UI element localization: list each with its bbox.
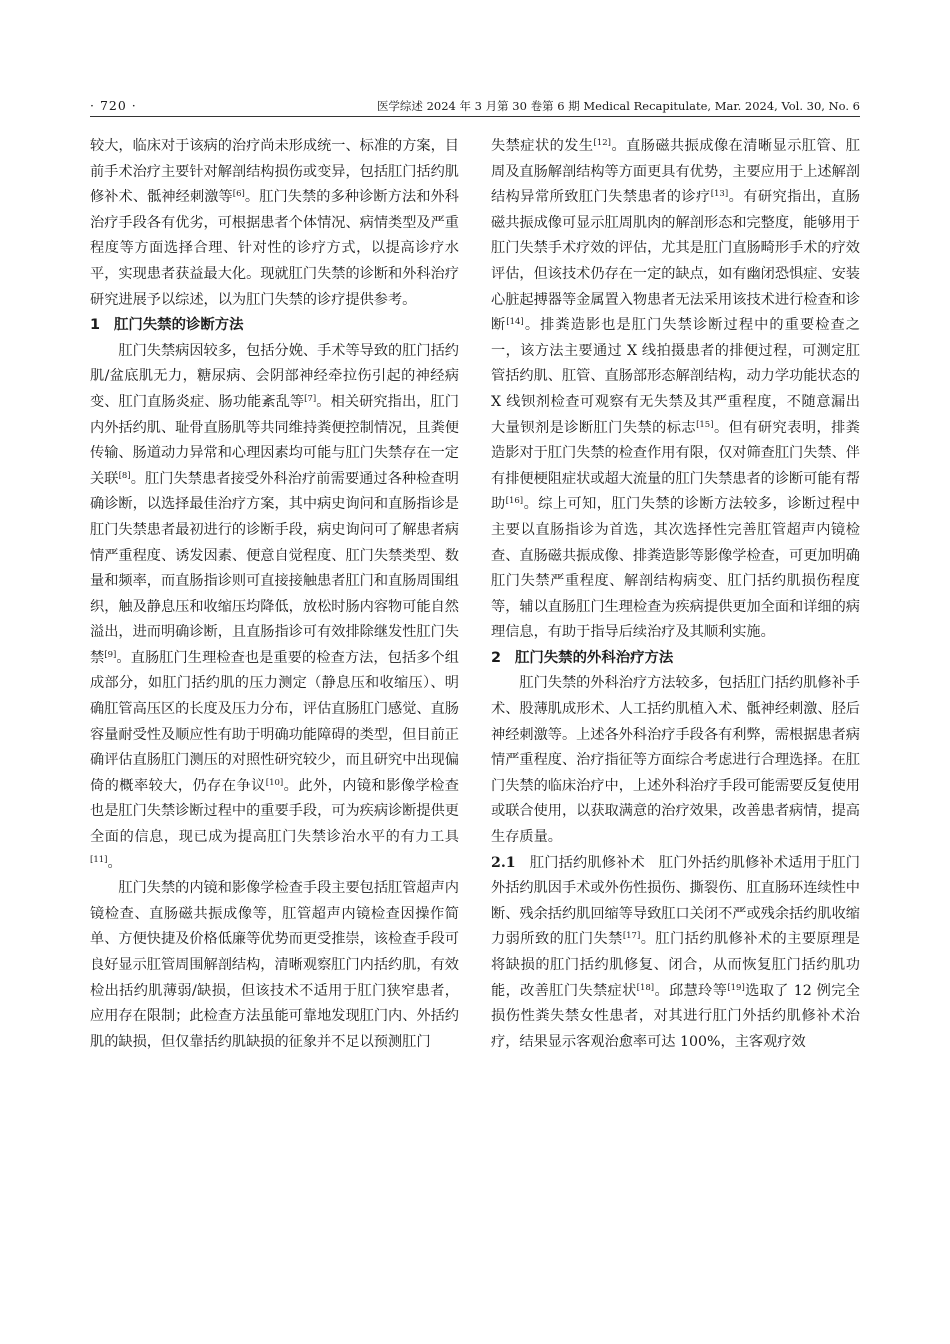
text-run: 较大，临床对于该病的治疗尚未形成统一、标准的方案，目前手术治疗主要针对解剖结构损伤或变异，包括肛门括约肌修补术、骶神经刺激等 <box>90 138 459 206</box>
section-heading-2 <box>491 646 860 672</box>
text-run: 肛门失禁的内镜和影像学检查手段主要包括肛管超声内镜检查、直肠磁共振成像等，肛管超声内镜检查因操作简单、方便快捷及价格低廉等优势而更受推崇，该检查手段可良好显示肛管周围解剖结构，清晰观察肛门内括约肌，有效检出括约肌薄弱/缺损，但该技术不适用于肛门狭窄患者，应用存在限制；此检查方法虽能可靠地发现肛门内、外括约肌的缺损，但仅靠括约肌缺损的征象并不足以预测肛门 <box>90 880 459 1050</box>
text-run: 。肛门失禁患者接受外科治疗前需要通过各种检查明确诊断，以选择最佳治疗方案，其中病史询问和直肠指诊是肛门失禁患者最初进行的诊断手段，病史询问可了解患者病情严重程度、诱发因素、便意自觉程度、肛门失禁类型、数量和频率，而直肠指诊则可直接接触患者肛门和直肠周围组织，触及静息压和收缩压均降低，放松时肠内容物可能自然溢出，进而明确诊断，且直肠指诊可有效排除继发性肛门失禁 <box>90 470 459 666</box>
citation-ref: [14] <box>506 317 524 328</box>
citation-ref: [11] <box>90 854 108 865</box>
subsection-number: 2.1 <box>491 854 516 871</box>
left-column <box>90 134 459 1055</box>
text-run: 。 <box>107 854 122 871</box>
page-number: · 720 · <box>90 98 137 113</box>
citation-ref: [15] <box>696 419 714 430</box>
citation-ref: [18] <box>636 982 655 993</box>
citation-ref: [6] <box>232 189 245 200</box>
section-heading-1 <box>90 313 459 339</box>
text-run: 。邱慧玲等 <box>654 982 728 999</box>
text-run: 。有研究指出，直肠磁共振成像可显示肛周肌肉的解剖形态和完整度，能够用于肛门失禁手术疗效的评估，尤其是肛门直肠畸形手术的疗效评估，但该技术仍存在一定的缺点，如有幽闭恐惧症、安装心脏起搏器等金属置入物患者无法采用该技术进行检查和诊断 <box>491 189 860 334</box>
section-title: 肛门失禁的诊断方法 <box>114 317 244 334</box>
section-number: 2 <box>491 649 502 666</box>
subsection-heading-2-1 <box>491 855 659 871</box>
text-run: 。直肠肛门生理检查也是重要的检查方法，包括多个组成部分，如肛门括约肌的压力测定（静息压和收缩压）、明确肛管高压区的长度及压力分布，评估直肠肛门感觉、直肠容量耐受性及顺应性有助于明确功能障碍的类型，但目前正确评估直肠肛门测压的对照性研究较少，而且研究中出现偏倚的概率较大，仍存在争议 <box>90 649 459 794</box>
section-title: 肛门失禁的外科治疗方法 <box>515 649 674 666</box>
text-run: 肛门失禁病因较多，包括分娩、手术等导致的肛门括约肌/盆底肌无力，糖尿病、会阴部神经牵拉伤引起的神经病变、肛门直肠炎症、肠功能紊乱等 <box>90 342 459 410</box>
citation-ref: [16] <box>505 496 524 507</box>
citation-ref: [8] <box>118 470 131 481</box>
text-run: 。直肠磁共振成像在清晰显示肛管、肛周及直肠解剖结构等方面更具有优势，主要应用于上述解剖结构异常所致肛门失禁患者的诊疗 <box>491 138 860 206</box>
text-run: 选取了 12 例完全损伤性粪失禁女性患者，对其进行肛门外括约肌修补术治疗，结果显示客观治愈率可达 100%，主客观疗效 <box>491 982 860 1050</box>
subsection-title: 肛门括约肌修补术 <box>529 854 645 871</box>
text-run: 。相关研究指出，肛门内外括约肌、耻骨直肠肌等共同维持粪便控制情况，且粪便传输、肠道动力异常和心理因素均可能与肛门失禁存在一定关联 <box>90 393 459 487</box>
text-run: 肛门失禁的外科治疗方法较多，包括肛门括约肌修补手术、股薄肌成形术、人工括约肌植入术、骶神经刺激、胫后神经刺激等。上述各外科治疗手段各有利弊，需根据患者病情严重程度、治疗指征等方面综合考虑进行合理选择。在肛门失禁的临床治疗中，上述外科治疗手段可能需要反复使用或联合使用，以获取满意的治疗效果，改善患者病情，提高生存质量。 <box>491 675 860 846</box>
intro-paragraph <box>90 134 459 313</box>
citation-ref: [17] <box>622 931 641 942</box>
citation-ref: [13] <box>710 189 729 200</box>
text-run: 。肛门失禁的多种诊断方法和外科治疗手段各有优劣，可根据患者个体情况、病情类型及严重程度等方面选择合理、针对性的诊疗方式，以提高诊疗水平，实现患者获益最大化。现就肛门失禁的诊断和外科治疗研究进展予以综述，以为肛门失禁的诊疗提供参考。 <box>90 189 459 308</box>
diagnosis-paragraph <box>90 339 459 876</box>
text-run: 。综上可知，肛门失禁的诊断方法较多，诊断过程中主要以直肠指诊为首选，其次选择性完善肛管超声内镜检查、直肠磁共振成像、排粪造影等影像学检查，可更加明确肛门失禁严重程度、解剖结构病变、肛门括约肌损伤程度等，辅以直肠肛门生理检查为疾病提供更加全面和详细的病理信息，有助于指导后续治疗及其顺利实施。 <box>491 496 860 641</box>
running-head <box>90 96 860 117</box>
citation-ref: [9] <box>104 649 117 660</box>
citation-ref: [7] <box>304 393 317 404</box>
text-run: 。但有研究表明，排粪造影对于肛门失禁的检查作用有限，仅对筛查肛门失禁、伴有排便梗阻症状或超大流量的肛门失禁患者的诊断可能有帮助 <box>491 419 860 513</box>
text-run: 肛门外括约肌修补术适用于肛门外括约肌因手术或外伤性损伤、撕裂伤、肛直肠环连续性中断、残余括约肌回缩等导致肛口关闭不严或残余括约肌收缩力弱所致的肛门失禁 <box>491 854 860 948</box>
journal-citation-line: 医学综述 2024 年 3 月第 30 卷第 6 期 Medical Recapitulate, Mar. 2024, Vol. 30, No. 6 <box>376 99 860 113</box>
right-column <box>491 134 860 1055</box>
text-run: 。肛门括约肌修补术的主要原理是将缺损的肛门括约肌修复、闭合，从而恢复肛门括约肌功能，改善肛门失禁症状 <box>491 931 860 999</box>
text-run: 。排粪造影也是肛门失禁诊断过程中的重要检查之一，该方法主要通过 X 线拍摄患者的排便过程，可测定肛管括约肌、肛管、直肠部形态解剖结构，动力学功能状态的 X 线钡剂检查可观察有无失禁及其严重程度，不随意漏出大量钡剂是诊断肛门失禁的标志 <box>491 317 860 436</box>
section-number: 1 <box>90 317 101 334</box>
citation-ref: [10] <box>265 777 284 788</box>
citation-ref: [19] <box>727 982 745 993</box>
imaging-paragraph <box>90 876 459 1055</box>
continued-paragraph <box>491 134 860 646</box>
text-run: 失禁症状的发生 <box>491 138 594 154</box>
text-run: 。此外，内镜和影像学检查也是肛门失禁诊断过程中的重要手段，可为疾病诊断提供更全面的信息，现已成为提高肛门失禁诊治水平的有力工具 <box>90 777 459 846</box>
citation-ref: [12] <box>593 138 611 148</box>
surgery-overview-paragraph <box>491 671 860 850</box>
